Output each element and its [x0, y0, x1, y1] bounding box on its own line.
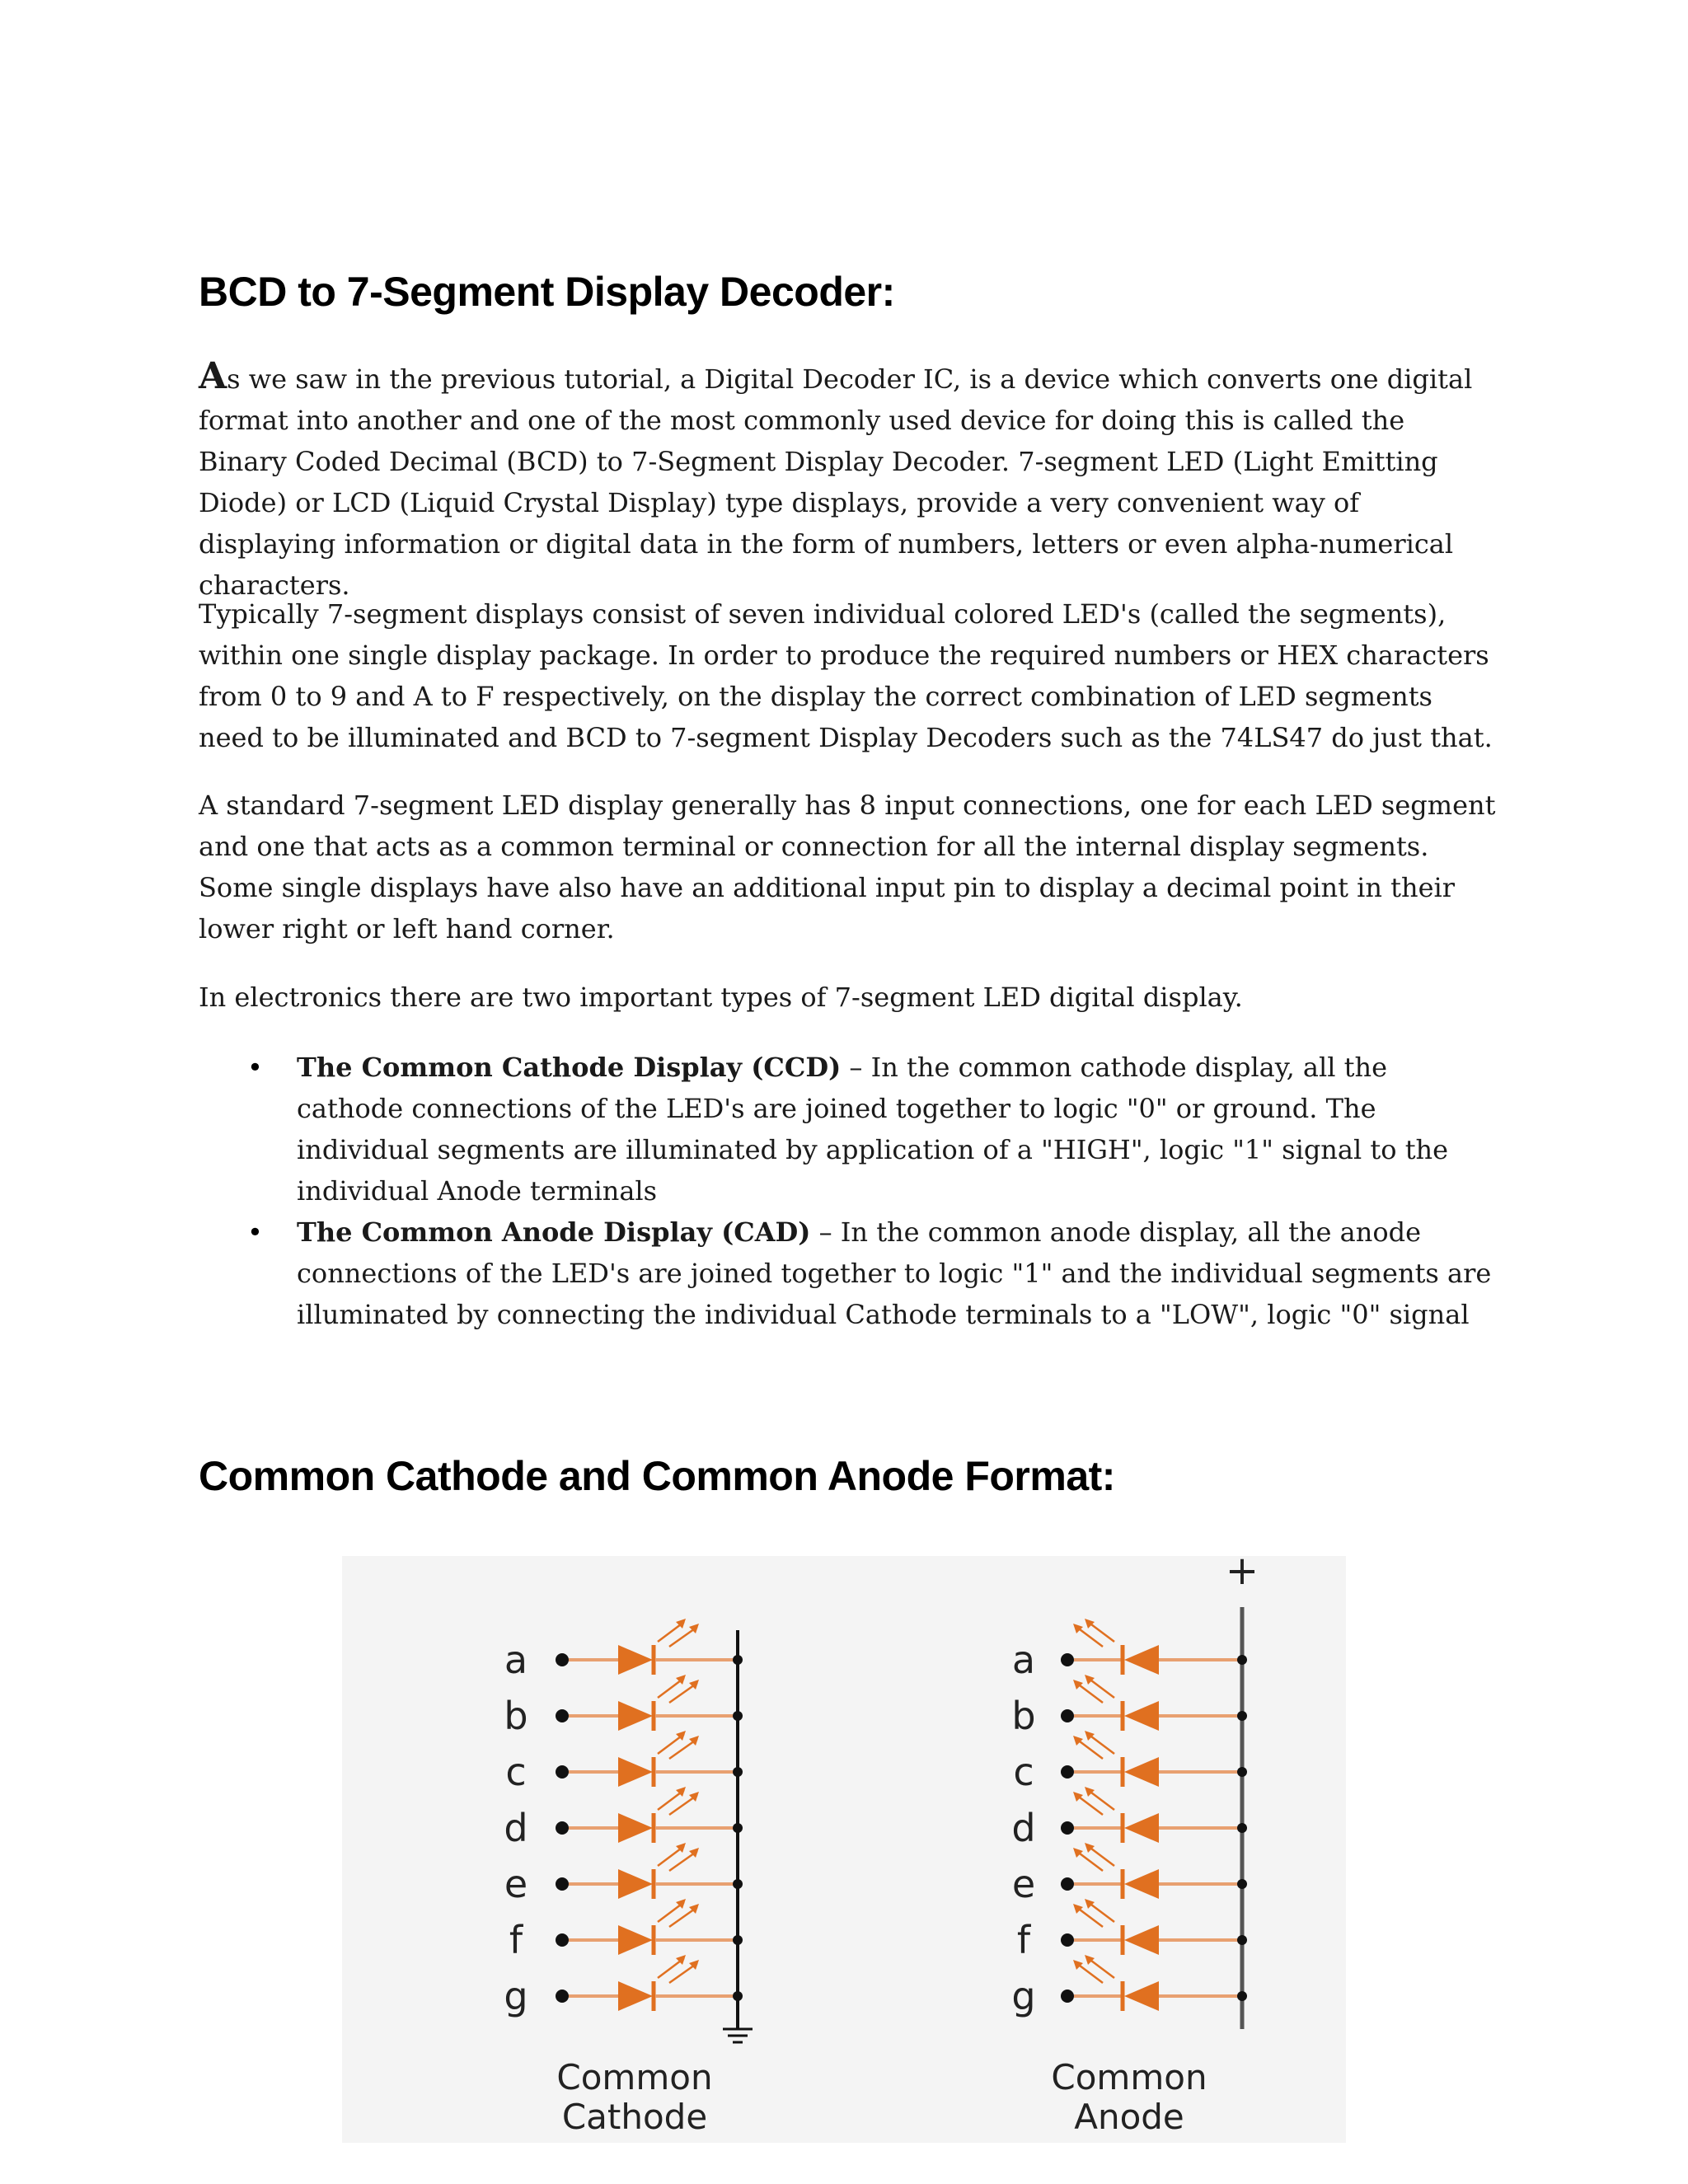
junction-dot — [1237, 1991, 1247, 2001]
input-terminal-dot — [1061, 1877, 1074, 1891]
junction-dot — [1237, 1655, 1247, 1665]
led-diode-icon — [618, 1757, 653, 1787]
caption-common-cathode — [536, 2058, 734, 2137]
led-diode-icon — [618, 1981, 653, 2011]
junction-dot — [733, 1767, 743, 1777]
junction-dot — [733, 1879, 743, 1889]
bullet-text: – In the common cathode display, all the cathode connections of the LED's are joined together to logic "0" or ground. The individual segments are illuminated by application of a "HIGH", logic "1" signal to the individual Anode terminals — [297, 1052, 1449, 1207]
input-terminal-dot — [1061, 1933, 1074, 1947]
input-terminal-dot — [556, 1653, 569, 1666]
section-heading-bcd-decoder: BCD to 7-Segment Display Decoder: — [199, 269, 895, 315]
segment-label-b: b — [504, 1694, 528, 1738]
paragraph-connections: A standard 7-segment LED display generally has 8 input connections, one for each LED segment and one that acts as a common terminal or connection for all the internal display segments. Some single displays have also have an additional input pin to display a decimal point in their lower right or left hand corner. — [199, 790, 1496, 944]
bullet-term: The Common Cathode Display (CCD) — [297, 1052, 842, 1083]
caption-common-anode — [1030, 2058, 1228, 2137]
input-terminal-dot — [1061, 1765, 1074, 1779]
junction-dot — [733, 1991, 743, 2001]
led-diode-icon — [618, 1813, 653, 1843]
bullet-marker: • — [247, 1052, 263, 1083]
junction-dot — [733, 1823, 743, 1833]
segment-label-g: g — [1011, 1974, 1036, 2018]
segment-label-c: c — [1013, 1750, 1034, 1794]
junction-dot — [1237, 1767, 1247, 1777]
bullet-marker: • — [247, 1216, 263, 1248]
input-terminal-dot — [556, 1877, 569, 1891]
junction-dot — [733, 1711, 743, 1721]
junction-dot — [733, 1655, 743, 1665]
led-diode-icon — [1124, 1757, 1159, 1787]
paragraph-segments: Typically 7-segment displays consist of seven individual colored LED's (called the segments), within one single display package. In order to produce the required numbers or HEX characters from 0 to 9 and A to F respectively, on the display the correct combination of LED segments need to be illuminated and BCD to 7-segment Display Decoders such as the 74LS47 do just that. — [199, 598, 1493, 753]
segment-label-d: d — [1011, 1806, 1036, 1850]
bullet-term: The Common Anode Display (CAD) — [297, 1216, 811, 1248]
led-diode-icon — [1124, 1813, 1159, 1843]
segment-label-b: b — [1011, 1694, 1036, 1738]
segment-label-c: c — [505, 1750, 527, 1794]
segment-label-f: f — [509, 1918, 523, 1962]
input-terminal-dot — [556, 1990, 569, 2003]
led-diode-icon — [1124, 1869, 1159, 1899]
segment-label-f: f — [1016, 1918, 1031, 1962]
caption-line: Common — [556, 2057, 713, 2097]
led-diode-icon — [1124, 1645, 1159, 1675]
junction-dot — [1237, 1823, 1247, 1833]
section-heading-common-format: Common Cathode and Common Anode Format: — [199, 1453, 1115, 1499]
junction-dot — [1237, 1879, 1247, 1889]
led-diode-icon — [1124, 1925, 1159, 1955]
input-terminal-dot — [1061, 1653, 1074, 1666]
junction-dot — [1237, 1711, 1247, 1721]
led-diode-icon — [618, 1701, 653, 1731]
led-diode-icon — [1124, 1701, 1159, 1731]
drop-cap: A — [199, 355, 227, 397]
input-terminal-dot — [556, 1821, 569, 1835]
segment-label-d: d — [504, 1806, 528, 1850]
input-terminal-dot — [556, 1933, 569, 1947]
input-terminal-dot — [556, 1709, 569, 1722]
led-diode-icon — [618, 1925, 653, 1955]
input-terminal-dot — [1061, 1990, 1074, 2003]
paragraph-types: In electronics there are two important types of 7-segment LED digital display. — [199, 982, 1243, 1013]
bullet-text: – In the common anode display, all the anode connections of the LED's are joined together to logic "1" and the individual segments are illuminated by connecting the individual Cathode terminals to a "LOW", logic "0" signal — [297, 1216, 1492, 1330]
led-diode-icon — [618, 1869, 653, 1899]
segment-label-a: a — [504, 1638, 528, 1682]
caption-line: Common — [1051, 2057, 1207, 2097]
junction-dot — [1237, 1935, 1247, 1945]
segment-label-e: e — [504, 1862, 528, 1906]
segment-label-a: a — [1011, 1638, 1036, 1682]
segment-label-g: g — [504, 1974, 528, 2018]
led-diode-icon — [618, 1645, 653, 1675]
input-terminal-dot — [556, 1765, 569, 1779]
paragraph-intro-text: s we saw in the previous tutorial, a Digital Decoder IC, is a device which converts one digital format into another and one of the most commonly used device for doing this is called the Binary Coded Decimal (BCD) to 7-Segment Display Decoder. 7-segment LED (Light Emitting Diode) or LCD (Liquid Crystal Display) type displays, provide a very convenient way of displaying information or digital data in the form of numbers, letters or even alpha-numerical characters. — [199, 363, 1473, 601]
input-terminal-dot — [1061, 1821, 1074, 1835]
input-terminal-dot — [1061, 1709, 1074, 1722]
caption-line: Cathode — [561, 2097, 708, 2137]
segment-label-e: e — [1011, 1862, 1036, 1906]
led-diode-icon — [1124, 1981, 1159, 2011]
junction-dot — [733, 1935, 743, 1945]
plus-symbol: + — [1225, 1548, 1259, 1594]
caption-line: Anode — [1074, 2097, 1184, 2137]
